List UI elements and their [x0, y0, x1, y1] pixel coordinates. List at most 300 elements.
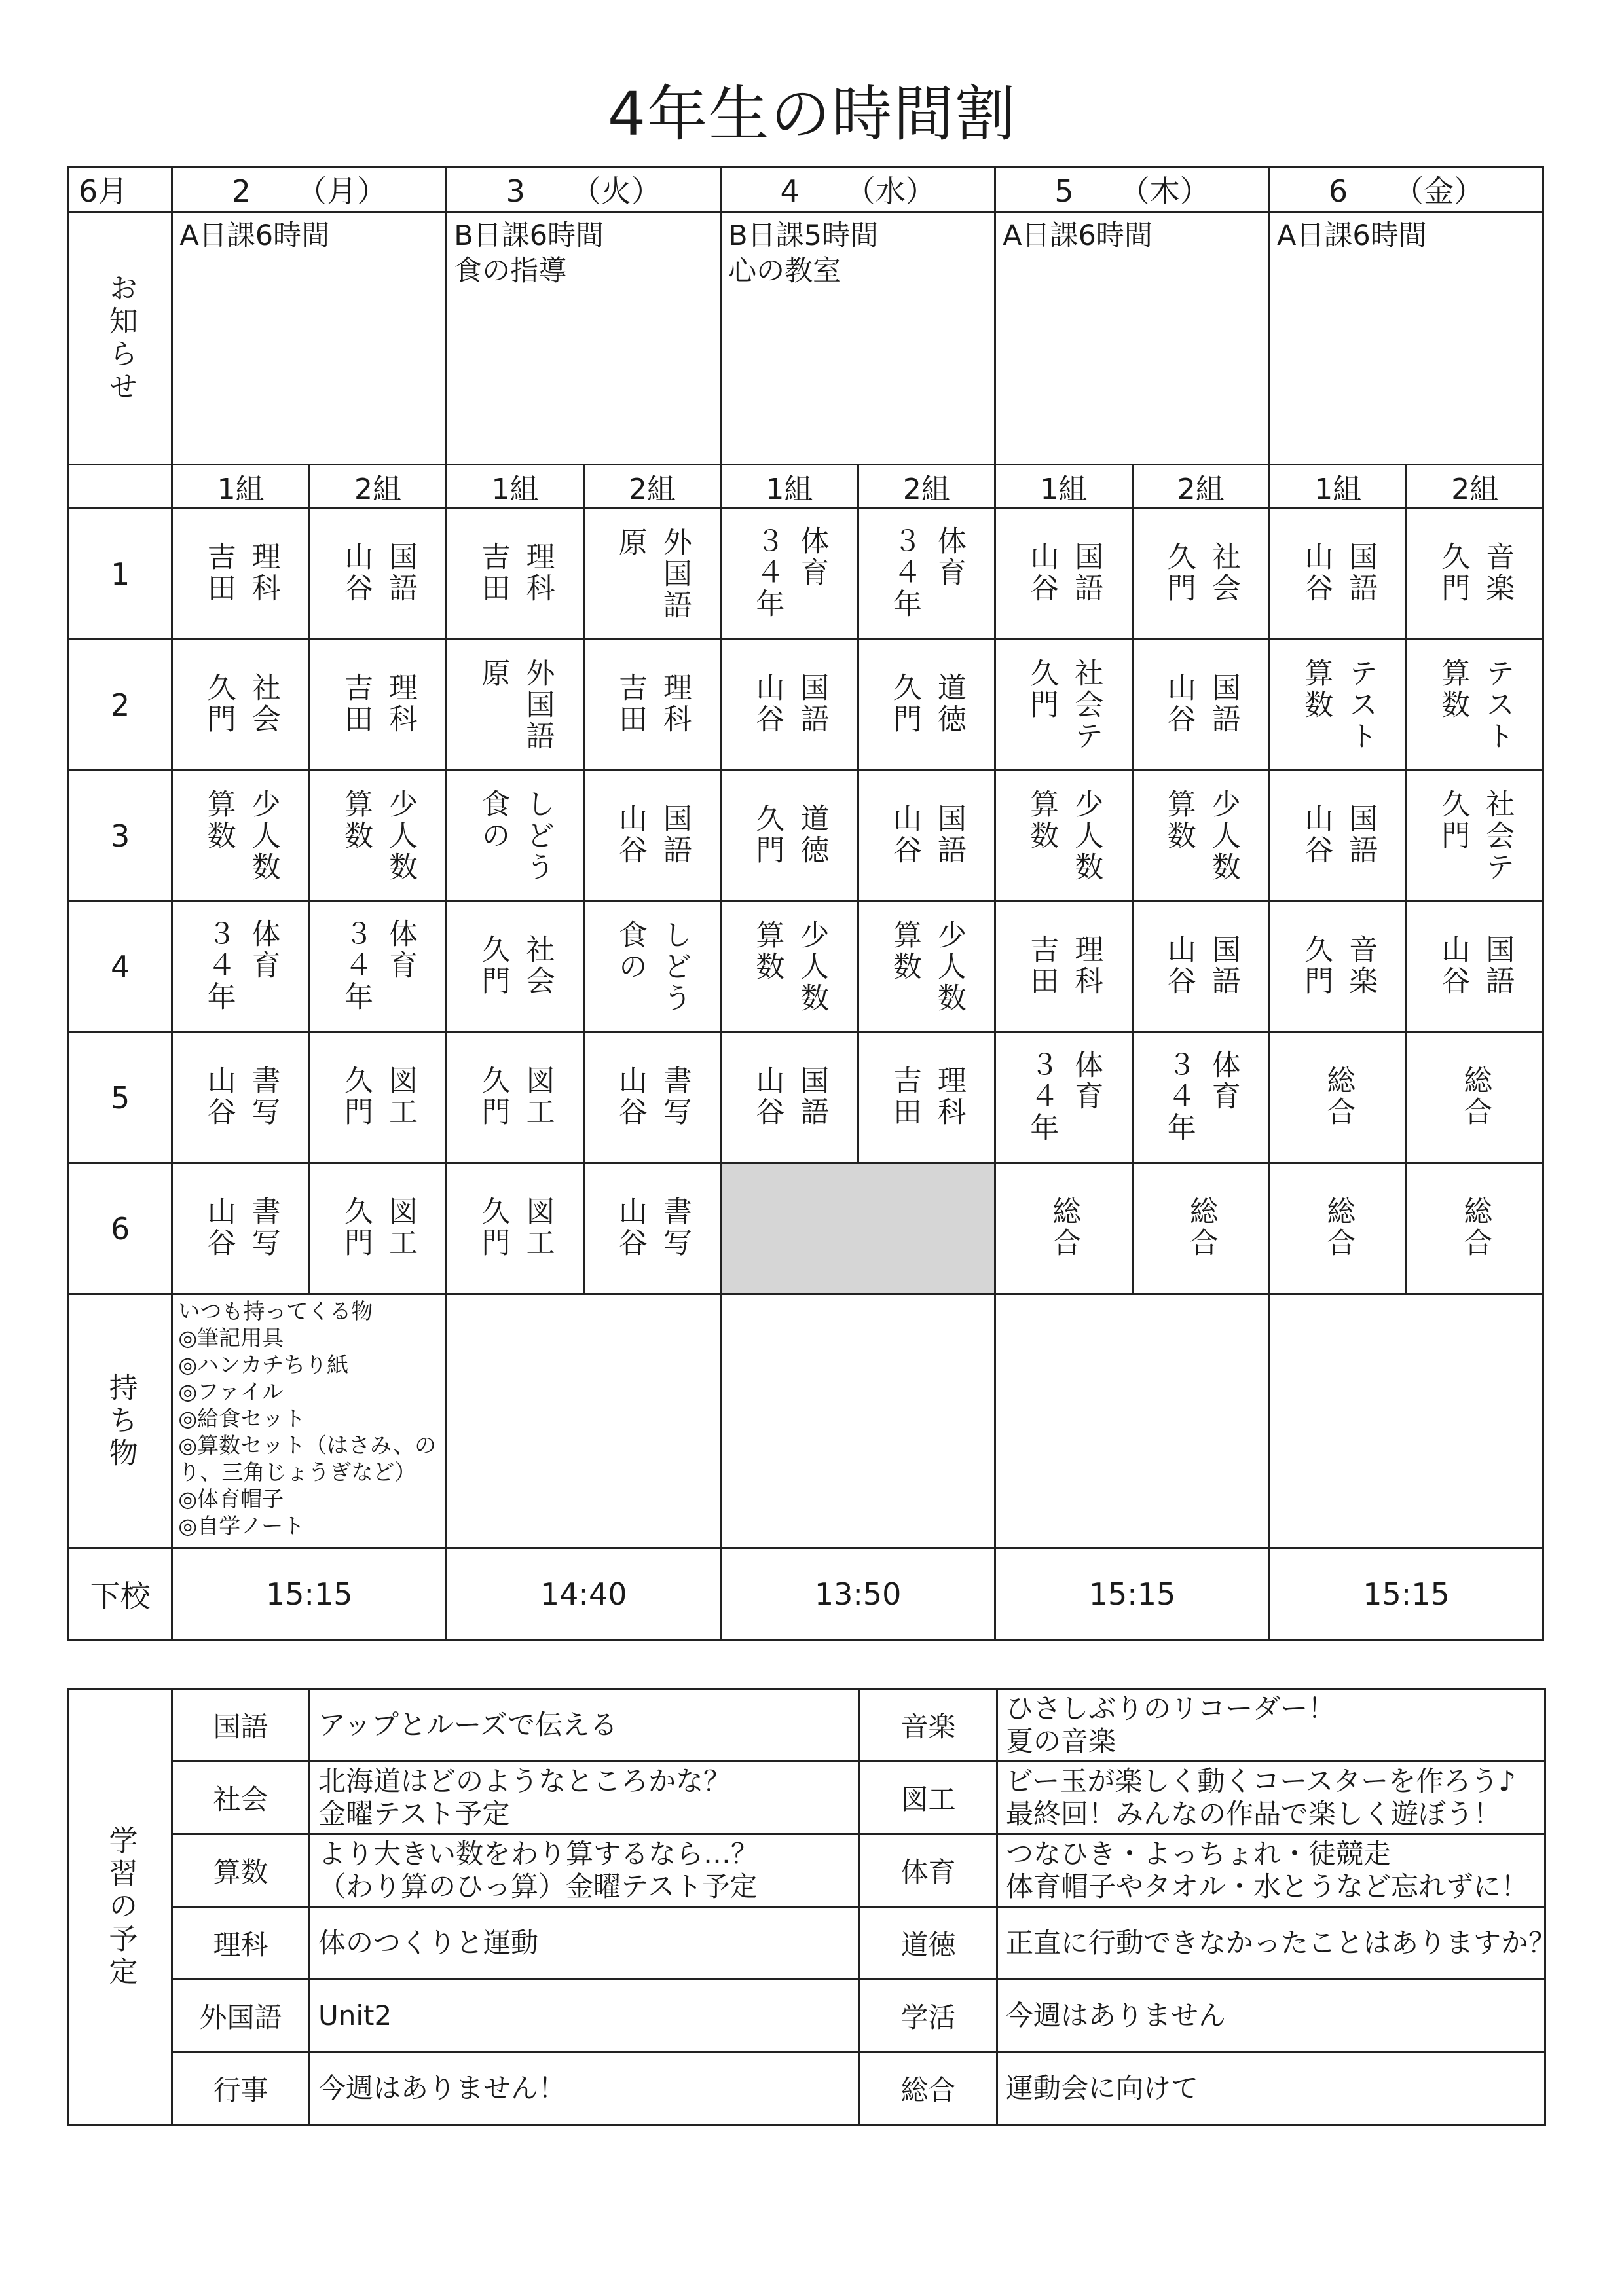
- notice-line: A日課6時間: [179, 219, 330, 252]
- lesson-block: [1299, 658, 1377, 752]
- period-number-cell: [69, 771, 172, 902]
- lesson-block: [613, 803, 692, 866]
- teacher-text: 吉田: [202, 541, 236, 604]
- subject-text: 国語: [384, 541, 418, 604]
- plan-text-cell: [310, 1834, 860, 1907]
- lesson-slot: [309, 902, 446, 1032]
- lesson-slot: [583, 640, 720, 771]
- subject-text: 外国語: [657, 526, 692, 621]
- period-number: 5: [111, 1080, 130, 1116]
- lesson-block: [1321, 1065, 1355, 1128]
- plan-subject: 図工: [900, 1783, 956, 1815]
- plan-text-line: ビー玉が楽しく動くコースターを作ろう♪: [1006, 1765, 1517, 1797]
- empty-slot: [721, 1163, 995, 1294]
- subject-text: 理科: [384, 672, 418, 735]
- subject-text: 社会: [521, 934, 555, 997]
- plan-text-line: つなひき・よっちょれ・徒競走: [1006, 1838, 1392, 1870]
- lesson-slot: [172, 771, 309, 902]
- subject-text: 書写: [657, 1195, 692, 1259]
- lesson-slot: [172, 902, 309, 1032]
- period-row-1: [69, 509, 1543, 640]
- plan-text-cell: [997, 1762, 1545, 1834]
- subject-text: 体育: [384, 918, 418, 981]
- teacher-text: 算数: [1162, 788, 1196, 852]
- lesson-block: [202, 1065, 280, 1128]
- lesson-block: [339, 672, 417, 735]
- subject-text: 総合: [1321, 1195, 1356, 1259]
- notice-line: 心の教室: [728, 255, 841, 287]
- teacher-text: 算数: [1299, 657, 1333, 721]
- subject-text: 理科: [657, 672, 692, 735]
- plan-subject-cell: [172, 1689, 310, 1762]
- item-line: ◎自学ノート: [178, 1513, 305, 1539]
- teacher-text: 久門: [1436, 541, 1470, 604]
- subject-text: 体育: [932, 525, 966, 589]
- class-header: [858, 465, 995, 509]
- items-cell: [721, 1294, 995, 1548]
- teacher-text: 吉田: [476, 541, 510, 604]
- period-number-cell: [69, 509, 172, 640]
- plan-subject: 外国語: [199, 2001, 282, 2033]
- dismissal-time-cell: [721, 1548, 995, 1640]
- teacher-text: 食の: [476, 788, 510, 852]
- subject-text: 体育: [246, 918, 280, 981]
- subject-text: しどう: [657, 919, 692, 1014]
- subject-text: 総合: [1321, 1065, 1356, 1128]
- dismissal-time: 14:40: [540, 1576, 627, 1612]
- class-header: [583, 465, 720, 509]
- notice-line: 食の指導: [454, 255, 567, 287]
- lesson-block: [339, 541, 417, 604]
- lesson-block: [202, 1196, 280, 1259]
- lesson-slot: [995, 1032, 1132, 1163]
- subject-text: 社会: [246, 672, 280, 735]
- teacher-text: ３４年: [202, 918, 236, 1013]
- teacher-text: 山谷: [1162, 672, 1196, 735]
- lesson-block: [887, 1065, 966, 1128]
- lesson-block: [1162, 1049, 1240, 1144]
- subject-text: 総合: [1458, 1065, 1492, 1128]
- class-header: [447, 465, 583, 509]
- period-number-cell: [69, 1163, 172, 1294]
- plan-text-line: 金曜テスト予定: [318, 1798, 510, 1830]
- lesson-block: [1024, 934, 1103, 997]
- plan-text-cell: [310, 1907, 860, 1980]
- subject-text: 図工: [384, 1065, 418, 1128]
- notice-cell: [721, 212, 995, 465]
- lesson-slot: [1132, 1163, 1269, 1294]
- day-header-4: [721, 167, 995, 212]
- class-header: [995, 465, 1132, 509]
- plan-subject: 体育: [900, 1856, 956, 1888]
- notice-cell: [995, 212, 1270, 465]
- subject-text: 国語: [657, 803, 692, 866]
- lesson-block: [1162, 541, 1240, 604]
- subject-text: 国語: [1206, 672, 1240, 735]
- plan-subject: 国語: [213, 1711, 268, 1743]
- subject-text: 体育: [1206, 1049, 1240, 1112]
- teacher-text: 算数: [339, 788, 373, 852]
- notice-label-cell: [69, 212, 172, 465]
- class-header: [172, 465, 309, 509]
- lesson-slot: [447, 902, 583, 1032]
- subject-text: 国語: [795, 1065, 829, 1128]
- teacher-text: 山谷: [202, 1195, 236, 1259]
- teacher-text: 算数: [1436, 657, 1470, 721]
- teacher-text: ３４年: [750, 525, 784, 620]
- subject-text: 社会テ: [1069, 657, 1103, 752]
- items-row: [69, 1294, 1543, 1548]
- month-cell: [69, 167, 172, 212]
- month-label: 6月: [79, 173, 128, 209]
- lesson-block: [1184, 1196, 1218, 1259]
- teacher-text: 吉田: [613, 672, 647, 735]
- lesson-block: [202, 789, 280, 883]
- dismissal-label-cell: [69, 1548, 172, 1640]
- teacher-text: 吉田: [887, 1065, 921, 1128]
- plan-text-cell: [310, 1980, 860, 2052]
- lesson-slot: [583, 902, 720, 1032]
- class-label: 1組: [766, 473, 813, 506]
- teacher-text: 久門: [1436, 788, 1470, 852]
- teacher-text: ３４年: [339, 918, 373, 1013]
- teacher-text: 山谷: [339, 541, 373, 604]
- lesson-slot: [1407, 1163, 1543, 1294]
- plan-text-cell: [310, 1689, 860, 1762]
- teacher-text: 山谷: [750, 672, 784, 735]
- teacher-text: ３４年: [1025, 1049, 1059, 1144]
- plan-text-cell: [997, 1980, 1545, 2052]
- plan-text-line: 正直に行動できなかったことはありますか？: [1006, 1927, 1557, 1959]
- notice-line: B日課6時間: [454, 219, 604, 252]
- class-label: 1組: [217, 473, 265, 506]
- plan-row: [69, 1907, 1545, 1980]
- subject-text: 少人数: [932, 919, 966, 1014]
- lesson-block: [887, 920, 966, 1014]
- plan-text-line: アップとルーズで伝える: [318, 1709, 618, 1741]
- class-header: [309, 465, 446, 509]
- plan-subject: 道徳: [900, 1929, 956, 1961]
- plan-row: [69, 1762, 1545, 1834]
- subject-text: 少人数: [246, 788, 280, 883]
- period-row-2: [69, 640, 1543, 771]
- lesson-slot: [309, 640, 446, 771]
- subject-text: 少人数: [384, 788, 418, 883]
- subject-text: 総合: [1047, 1195, 1081, 1259]
- teacher-text: 算数: [1025, 788, 1059, 852]
- teacher-text: ３４年: [887, 525, 921, 620]
- teacher-text: 久門: [476, 1065, 510, 1128]
- class-header: [721, 465, 858, 509]
- lesson-block: [475, 1065, 554, 1128]
- plan-text-cell: [997, 1689, 1545, 1762]
- class-row: [69, 465, 1543, 509]
- teacher-text: 山谷: [613, 1065, 647, 1128]
- item-line: り、三角じょうぎなど）: [178, 1459, 416, 1485]
- day-date: 6: [1328, 173, 1348, 209]
- subject-text: 体育: [795, 525, 829, 589]
- teacher-text: 山谷: [1299, 541, 1333, 604]
- dismissal-time-cell: [172, 1548, 447, 1640]
- lesson-block: [613, 1065, 692, 1128]
- teacher-text: 算数: [750, 919, 784, 983]
- teacher-text: 久門: [1025, 657, 1059, 721]
- teacher-text: 久門: [339, 1065, 373, 1128]
- item-line: ◎算数セット（はさみ、の: [178, 1432, 437, 1458]
- items-cell: [172, 1294, 447, 1548]
- plan-text-line: より大きい数をわり算するなら…？: [318, 1838, 759, 1870]
- plan-text-cell: [997, 1834, 1545, 1907]
- teacher-text: 原: [613, 526, 647, 558]
- lesson-block: [475, 1196, 554, 1259]
- period-row-5: [69, 1032, 1543, 1163]
- subject-text: 理科: [246, 541, 280, 604]
- teacher-text: 山谷: [1299, 803, 1333, 866]
- lesson-block: [339, 919, 417, 1013]
- teacher-text: 山谷: [613, 1195, 647, 1259]
- lesson-block: [750, 920, 828, 1014]
- teacher-text: 久門: [1162, 541, 1196, 604]
- subject-text: しどう: [521, 788, 555, 883]
- plan-subject-cell: [860, 2052, 997, 2125]
- subject-text: 理科: [1069, 934, 1103, 997]
- plan-subject: 音楽: [900, 1711, 956, 1743]
- teacher-text: ３４年: [1162, 1049, 1196, 1144]
- notice-line: B日課5時間: [728, 219, 879, 252]
- teacher-text: 久門: [339, 1195, 373, 1259]
- lesson-slot: [309, 771, 446, 902]
- lesson-block: [613, 1196, 692, 1259]
- subject-text: 理科: [521, 541, 555, 604]
- lesson-block: [750, 1065, 828, 1128]
- teacher-text: 山谷: [1162, 934, 1196, 997]
- teacher-text: 久門: [887, 672, 921, 735]
- plan-subject: 理科: [213, 1929, 268, 1961]
- notice-cell: [447, 212, 721, 465]
- plan-subject-cell: [860, 1980, 997, 2052]
- lesson-slot: [1269, 1032, 1406, 1163]
- lesson-block: [1024, 658, 1103, 752]
- plan-subject-cell: [860, 1689, 997, 1762]
- subject-text: 書写: [246, 1065, 280, 1128]
- lesson-block: [1435, 541, 1514, 604]
- lesson-slot: [309, 509, 446, 640]
- day-header-2: [172, 167, 447, 212]
- day-header-3: [447, 167, 721, 212]
- subject-text: 総合: [1184, 1195, 1218, 1259]
- item-line: いつも持ってくる物: [178, 1298, 373, 1324]
- lesson-block: [613, 672, 692, 735]
- teacher-text: 久門: [750, 803, 784, 866]
- day-date: 5: [1054, 173, 1074, 209]
- lesson-slot: [995, 509, 1132, 640]
- subject-text: 書写: [657, 1065, 692, 1128]
- day-header-row: [69, 167, 1543, 212]
- lesson-slot: [583, 1163, 720, 1294]
- period-number-cell: [69, 640, 172, 771]
- lesson-block: [339, 789, 417, 883]
- teacher-text: 吉田: [1025, 934, 1059, 997]
- dismissal-time-cell: [1269, 1548, 1543, 1640]
- plan-subject-cell: [172, 1762, 310, 1834]
- class-label: 1組: [1040, 473, 1088, 506]
- lesson-block: [1435, 934, 1514, 997]
- lesson-block: [1024, 789, 1103, 883]
- plan-text-line: Unit2: [318, 1999, 392, 2032]
- subject-text: 道徳: [795, 803, 829, 866]
- subject-text: 外国語: [521, 657, 555, 752]
- lesson-block: [750, 526, 828, 620]
- day-date: 2: [231, 173, 251, 209]
- plan-subject-cell: [860, 1907, 997, 1980]
- period-number: 2: [111, 687, 130, 723]
- class-row-corner: [69, 465, 172, 509]
- subject-text: 音楽: [1344, 934, 1378, 997]
- teacher-text: 山谷: [613, 803, 647, 866]
- dismissal-row: [69, 1548, 1543, 1640]
- lesson-slot: [1269, 902, 1406, 1032]
- plan-subject-cell: [172, 1834, 310, 1907]
- plan-row: [69, 1980, 1545, 2052]
- subject-text: 図工: [521, 1065, 555, 1128]
- subject-text: 音楽: [1481, 541, 1515, 604]
- period-number: 1: [111, 556, 130, 592]
- plan-text-line: 今週はありません！: [318, 2072, 566, 2104]
- lesson-slot: [583, 509, 720, 640]
- class-label: 1組: [1314, 473, 1362, 506]
- class-header: [1132, 465, 1269, 509]
- teacher-text: 算数: [202, 788, 236, 852]
- lesson-slot: [721, 902, 858, 1032]
- subject-text: 書写: [246, 1195, 280, 1259]
- lesson-slot: [721, 509, 858, 640]
- class-label: 2組: [902, 473, 950, 506]
- subject-text: 国語: [1344, 541, 1378, 604]
- plan-text-line: （わり算のひっ算）金曜テスト予定: [318, 1870, 758, 1903]
- lesson-block: [202, 919, 280, 1013]
- subject-text: 社会テ: [1481, 788, 1515, 883]
- plan-subject-cell: [172, 1980, 310, 2052]
- lesson-block: [1435, 658, 1514, 752]
- lesson-slot: [583, 1032, 720, 1163]
- lesson-block: [1321, 1196, 1355, 1259]
- day-header-6: [1269, 167, 1543, 212]
- lesson-slot: [995, 902, 1132, 1032]
- lesson-slot: [1407, 640, 1543, 771]
- item-line: ◎ハンカチちり紙: [178, 1352, 349, 1377]
- lesson-block: [750, 672, 828, 735]
- plan-subject-cell: [172, 2052, 310, 2125]
- lesson-block: [1458, 1196, 1492, 1259]
- subject-text: 図工: [384, 1195, 418, 1259]
- plan-text-line: 今週はありません: [1006, 1999, 1227, 2032]
- subject-text: 国語: [1069, 541, 1103, 604]
- lesson-slot: [309, 1163, 446, 1294]
- plan-text-line: 運動会に向けて: [1006, 2072, 1199, 2104]
- plan-text-line: ひさしぶりのリコーダー！: [1006, 1692, 1336, 1724]
- subject-text: テスト: [1481, 657, 1515, 752]
- notice-cell: [172, 212, 447, 465]
- teacher-text: 山谷: [1025, 541, 1059, 604]
- subject-text: 国語: [795, 672, 829, 735]
- day-weekday: （金）: [1393, 173, 1485, 209]
- lesson-slot: [1269, 771, 1406, 902]
- lesson-slot: [1132, 509, 1269, 640]
- lesson-slot: [172, 1163, 309, 1294]
- class-label: 1組: [491, 473, 539, 506]
- lesson-block: [475, 934, 554, 997]
- period-row-4: [69, 902, 1543, 1032]
- lesson-slot: [172, 640, 309, 771]
- teacher-text: 久門: [202, 672, 236, 735]
- lesson-slot: [172, 1032, 309, 1163]
- lesson-slot: [172, 509, 309, 640]
- lesson-slot: [447, 771, 583, 902]
- teacher-text: 久門: [1299, 934, 1333, 997]
- plan-subject: 算数: [213, 1856, 268, 1888]
- lesson-block: [1024, 1049, 1103, 1144]
- dismissal-time-cell: [995, 1548, 1270, 1640]
- subject-text: 国語: [932, 803, 966, 866]
- plan-subject-cell: [860, 1762, 997, 1834]
- plan-label: 学習の予定: [103, 1825, 138, 1989]
- items-label-cell: [69, 1294, 172, 1548]
- subject-text: 少人数: [1069, 788, 1103, 883]
- plan-row: [69, 1834, 1545, 1907]
- notice-line: A日課6時間: [1276, 219, 1427, 252]
- item-line: ◎筆記用具: [178, 1325, 284, 1351]
- class-label: 2組: [354, 473, 402, 506]
- subject-text: 社会: [1206, 541, 1240, 604]
- day-weekday: （月）: [296, 173, 387, 209]
- subject-text: 国語: [1206, 934, 1240, 997]
- lesson-slot: [1407, 1032, 1543, 1163]
- lesson-block: [887, 526, 966, 620]
- lesson-slot: [1407, 902, 1543, 1032]
- notice-line: A日課6時間: [1003, 219, 1153, 252]
- lesson-block: [887, 803, 966, 866]
- lesson-block: [202, 672, 280, 735]
- lesson-slot: [858, 771, 995, 902]
- subject-text: 国語: [1481, 934, 1515, 997]
- teacher-text: 原: [476, 657, 510, 689]
- period-row-6: [69, 1163, 1543, 1294]
- lesson-slot: [1269, 509, 1406, 640]
- item-line: ◎給食セット: [178, 1406, 306, 1431]
- teacher-text: 吉田: [339, 672, 373, 735]
- notice-label: お知らせ: [103, 272, 138, 404]
- class-header: [1407, 465, 1543, 509]
- lesson-block: [339, 1196, 417, 1259]
- lesson-slot: [1132, 902, 1269, 1032]
- lesson-slot: [721, 771, 858, 902]
- lesson-block: [339, 1065, 417, 1128]
- lesson-slot: [995, 1163, 1132, 1294]
- teacher-text: 久門: [476, 934, 510, 997]
- notice-cell: [1269, 212, 1543, 465]
- item-line: ◎ファイル: [178, 1379, 284, 1404]
- period-number: 6: [111, 1211, 130, 1247]
- lesson-block: [1299, 541, 1377, 604]
- teacher-text: 算数: [887, 919, 921, 983]
- lesson-block: [1046, 1196, 1080, 1259]
- plan-text-line: 体のつくりと運動: [318, 1927, 539, 1959]
- lesson-slot: [1407, 771, 1543, 902]
- subject-text: 少人数: [1206, 788, 1240, 883]
- plan-text-line: 体育帽子やタオル・水とうなど忘れずに！: [1006, 1870, 1529, 1903]
- plan-text-line: 北海道はどのようなところかな？: [318, 1765, 731, 1797]
- teacher-text: 久門: [476, 1195, 510, 1259]
